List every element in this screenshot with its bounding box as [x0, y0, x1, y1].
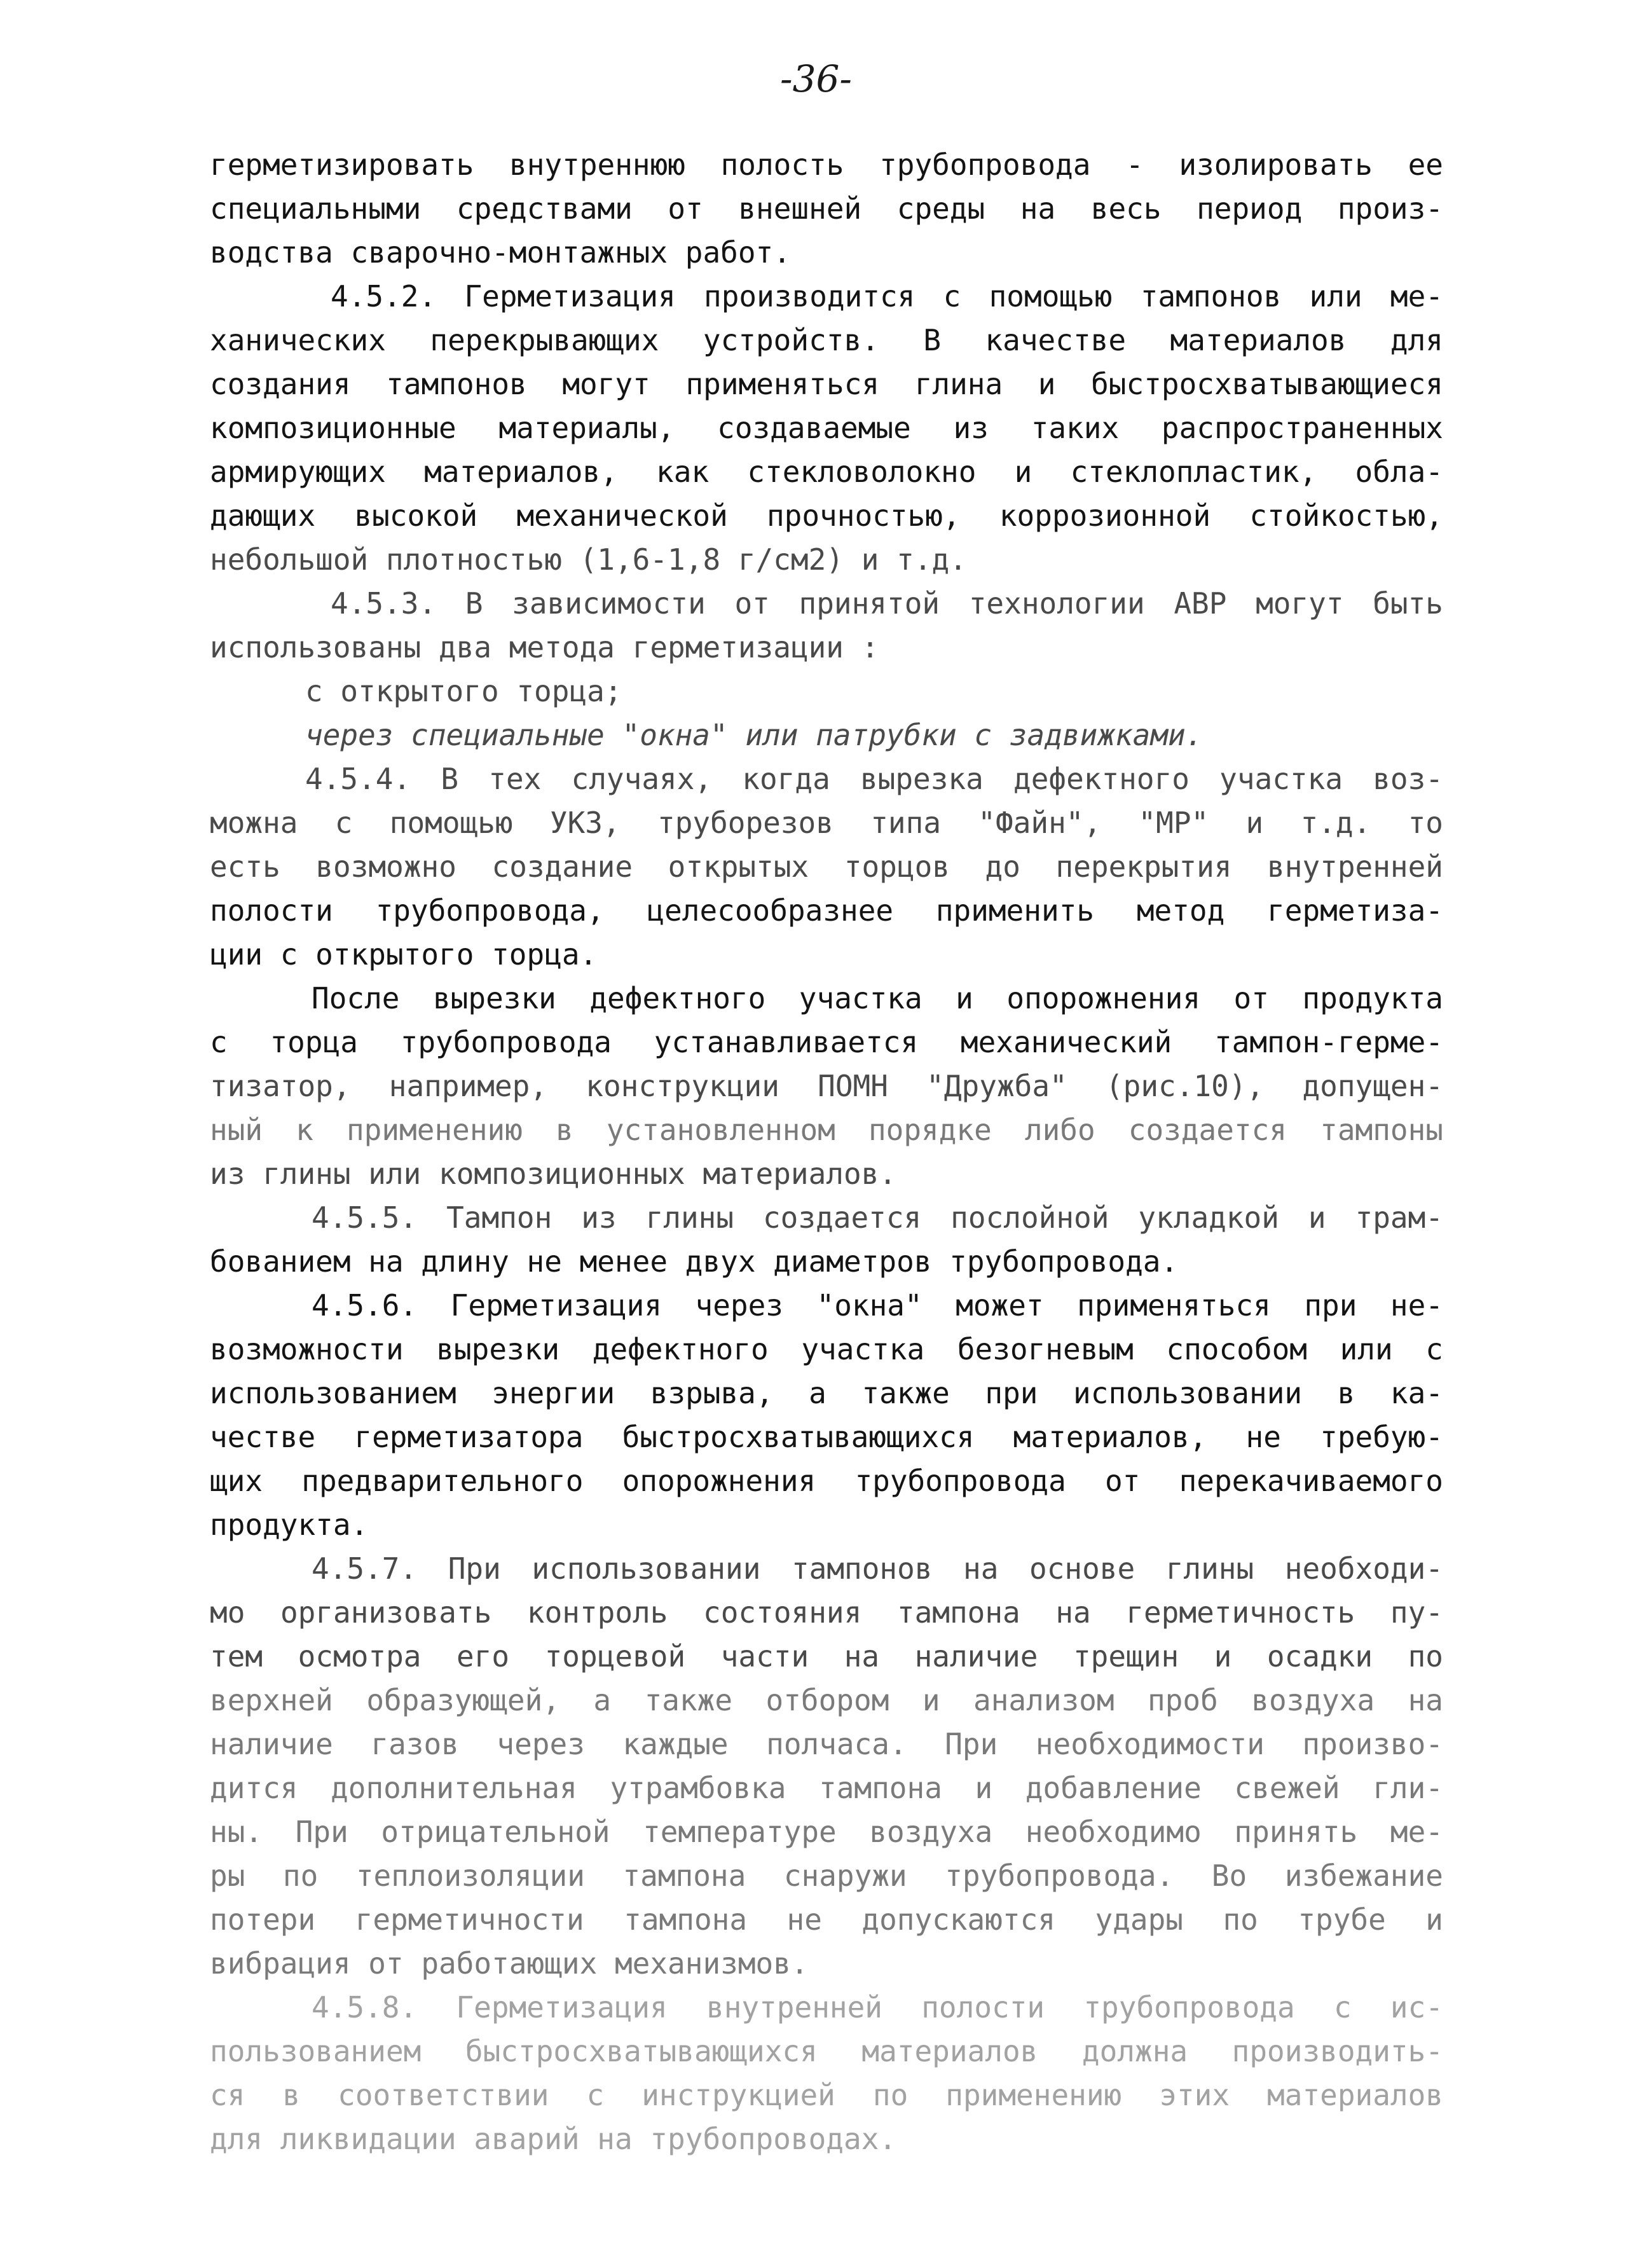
- text-line: честве герметизатора быстросхватывающихся материалов, не требую-: [210, 1420, 1443, 1454]
- text-line: верхней образующей, а также отбором и анализом проб воздуха на: [210, 1683, 1443, 1717]
- body-text: [210, 143, 1443, 2161]
- text-line: тизатор, например, конструкции ПОМН "Дружба" (рис.10), допущен-: [210, 1069, 1443, 1103]
- text-line: из глины или композиционных материалов.: [210, 1157, 897, 1191]
- text-line: ся в соответствии с инструкцией по применению этих материалов: [210, 2078, 1443, 2112]
- page-number: -36-: [780, 57, 852, 100]
- text-line: специальными средствами от внешней среды на весь период произ-: [210, 191, 1443, 226]
- text-line: использованием энергии взрыва, а также при использовании в ка-: [210, 1376, 1443, 1410]
- text-line: водства сварочно-монтажных работ.: [210, 235, 791, 270]
- text-line: продукта.: [210, 1508, 369, 1542]
- text-line: щих предварительного опорожнения трубопровода от перекачиваемого: [210, 1464, 1443, 1498]
- text-line: небольшой плотностью (1,6-1,8 г/см2) и т.д.: [210, 542, 967, 577]
- text-line: потери герметичности тампона не допускаются удары по трубе и: [210, 1902, 1443, 1937]
- text-line: вибрация от работающих механизмов.: [210, 1946, 809, 1981]
- text-line: пользованием быстросхватывающихся материалов должна производить-: [210, 2034, 1443, 2068]
- text-line: есть возможно создание открытых торцов до перекрытия внутренней: [210, 849, 1443, 884]
- text-line: 4.5.8. Герметизация внутренней полости трубопровода с ис-: [312, 1990, 1443, 2024]
- text-line: ханических перекрывающих устройств. В качестве материалов для: [210, 323, 1443, 357]
- text-line: ции с открытого торца.: [210, 937, 598, 972]
- text-line: 4.5.4. В тех случаях, когда вырезка дефектного участка воз-: [305, 762, 1443, 796]
- text-line: герметизировать внутреннюю полость трубопровода - изолировать ее: [210, 148, 1443, 182]
- text-line: ный к применению в установленном порядке либо создается тампоны: [210, 1113, 1443, 1147]
- text-line: мо организовать контроль состояния тампона на герметичность пу-: [210, 1595, 1443, 1630]
- text-line: 4.5.6. Герметизация через "окна" может применяться при не-: [312, 1288, 1443, 1323]
- text-line: создания тампонов могут применяться глина и быстросхватывающиеся: [210, 367, 1443, 401]
- text-line: дится дополнительная утрамбовка тампона и добавление свежей гли-: [210, 1771, 1443, 1805]
- text-line: После вырезки дефектного участка и опорожнения от продукта: [312, 981, 1443, 1015]
- text-line: тем осмотра его торцевой части на наличие трещин и осадки по: [210, 1639, 1443, 1674]
- text-line: композиционные материалы, создаваемые из таких распространенных: [210, 411, 1443, 445]
- text-line: ры по теплоизоляции тампона снаружи трубопровода. Во избежание: [210, 1859, 1443, 1893]
- text-line: через специальные "окна" или патрубки с задвижками.: [305, 718, 1203, 752]
- text-line: наличие газов через каждые полчаса. При необходимости произво-: [210, 1727, 1443, 1761]
- text-line: ны. При отрицательной температуре воздуха необходимо принять ме-: [210, 1815, 1443, 1849]
- text-line: 4.5.3. В зависимости от принятой технологии АВР могут быть: [331, 586, 1443, 621]
- text-line: с открытого торца;: [305, 674, 622, 708]
- text-line: 4.5.7. При использовании тампонов на основе глины необходи-: [312, 1551, 1443, 1586]
- text-line: бованием на длину не менее двух диаметров трубопровода.: [210, 1244, 1179, 1279]
- text-line: полости трубопровода, целесообразнее применить метод герметиза-: [210, 893, 1443, 928]
- text-line: армирующих материалов, как стекловолокно и стеклопластик, обла-: [210, 455, 1443, 489]
- text-line: дающих высокой механической прочностью, коррозионной стойкостью,: [210, 498, 1443, 533]
- text-line: использованы два метода герметизации :: [210, 630, 879, 664]
- text-line: 4.5.2. Герметизация производится с помощью тампонов или ме-: [331, 279, 1443, 313]
- text-line: с торца трубопровода устанавливается механический тампон-герме-: [210, 1025, 1443, 1059]
- text-line: 4.5.5. Тампон из глины создается послойной укладкой и трам-: [312, 1200, 1443, 1235]
- text-line: возможности вырезки дефектного участка безогневым способом или с: [210, 1332, 1443, 1366]
- text-line: можна с помощью УКЗ, труборезов типа "Файн", "МР" и т.д. то: [210, 806, 1443, 840]
- text-line: для ликвидации аварий на трубопроводах.: [210, 2122, 897, 2156]
